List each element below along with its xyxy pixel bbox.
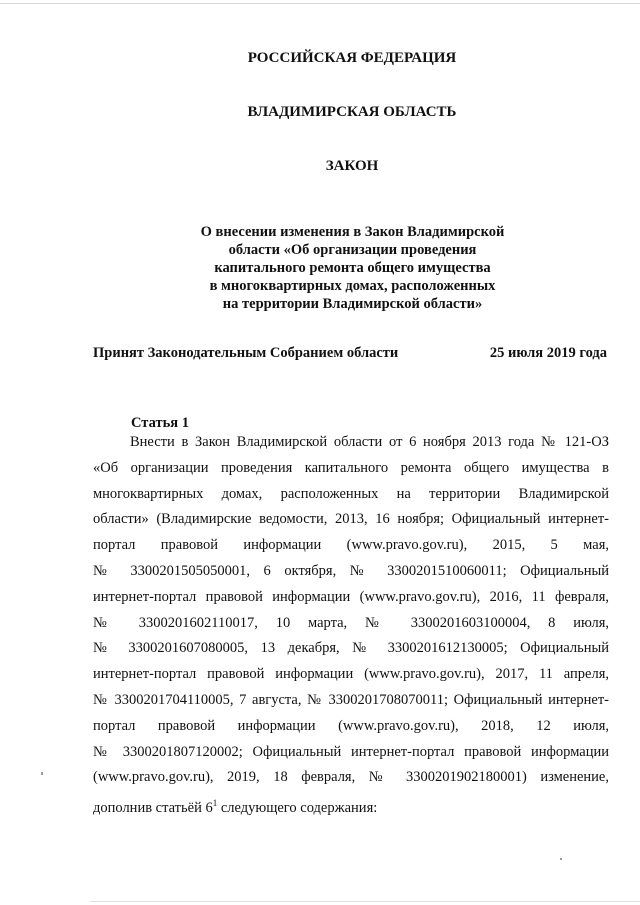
article-last-line-start: дополнив статьёй 6 (93, 800, 213, 817)
law-title-line: О внесении изменения в Закон Владимирской (200, 224, 505, 240)
article-line: «Об организации проведения капитального ремонта общего имущества в (93, 459, 609, 476)
law-title-line: капитального ремонта общего имущества (214, 260, 491, 276)
adopted-by: Принят Законодательным Собранием области (93, 345, 399, 361)
article-number-superscript: 1 (212, 798, 218, 809)
article-last-line-end: следующего содержания: (217, 800, 378, 817)
scan-speck (41, 772, 43, 775)
article-line: портал правовой информации (www.pravo.gov.ru), 2015, 5 мая, (93, 537, 609, 554)
article-heading: Статья 1 (131, 415, 189, 431)
law-title (100, 223, 605, 313)
article-line: № 3300201807120002; Официальный интернет-портал правовой информации (93, 743, 609, 760)
article-line: № 3300201602110017, 10 марта, № 3300201603100004, 8 июля, (93, 614, 609, 631)
article-line: портал правовой информации (www.pravo.gov.ru), 2018, 12 июля, (93, 717, 609, 734)
header-law: ЗАКОН (325, 158, 379, 174)
article-line: Внести в Закон Владимирской области от 6 ноября 2013 года № 121-ОЗ (130, 434, 609, 450)
article-line: интернет-портал правовой информации (www.pravo.gov.ru), 2016, 11 февраля, (93, 588, 609, 605)
article-line: области» (Владимирские ведомости, 2013, 16 ноября; Официальный интернет- (93, 511, 609, 528)
law-title-line: области «Об организации проведения (228, 242, 477, 258)
article-line: многоквартирных домах, расположенных на территории Владимирской (93, 485, 609, 502)
scan-speck (560, 858, 562, 860)
scan-top-edge (0, 3, 640, 4)
article-line: № 3300201607080005, 13 декабря, № 3300201612130005; Официальный (93, 640, 609, 657)
article-last-line (93, 793, 609, 819)
law-title-line: в многоквартирных домах, расположенных (209, 278, 496, 294)
scan-bottom-edge (90, 901, 640, 902)
article-line: интернет-портал правовой информации (www.pravo.gov.ru), 2017, 11 апреля, (93, 666, 609, 683)
adoption-date: 25 июля 2019 года (489, 345, 607, 361)
header-federation: РОССИЙСКАЯ ФЕДЕРАЦИЯ (247, 50, 457, 66)
article-body (93, 432, 609, 819)
article-line: № 3300201505050001, 6 октября, № 3300201510060011; Официальный (93, 562, 609, 579)
article-line: (www.pravo.gov.ru), 2019, 18 февраля, № 3300201902180001) изменение, (93, 769, 609, 786)
header-oblast: ВЛАДИМИРСКАЯ ОБЛАСТЬ (247, 104, 457, 120)
law-title-line: на территории Владимирской области» (222, 296, 483, 312)
article-line: № 3300201704110005, 7 августа, № 3300201708070011; Официальный интернет- (93, 691, 609, 708)
